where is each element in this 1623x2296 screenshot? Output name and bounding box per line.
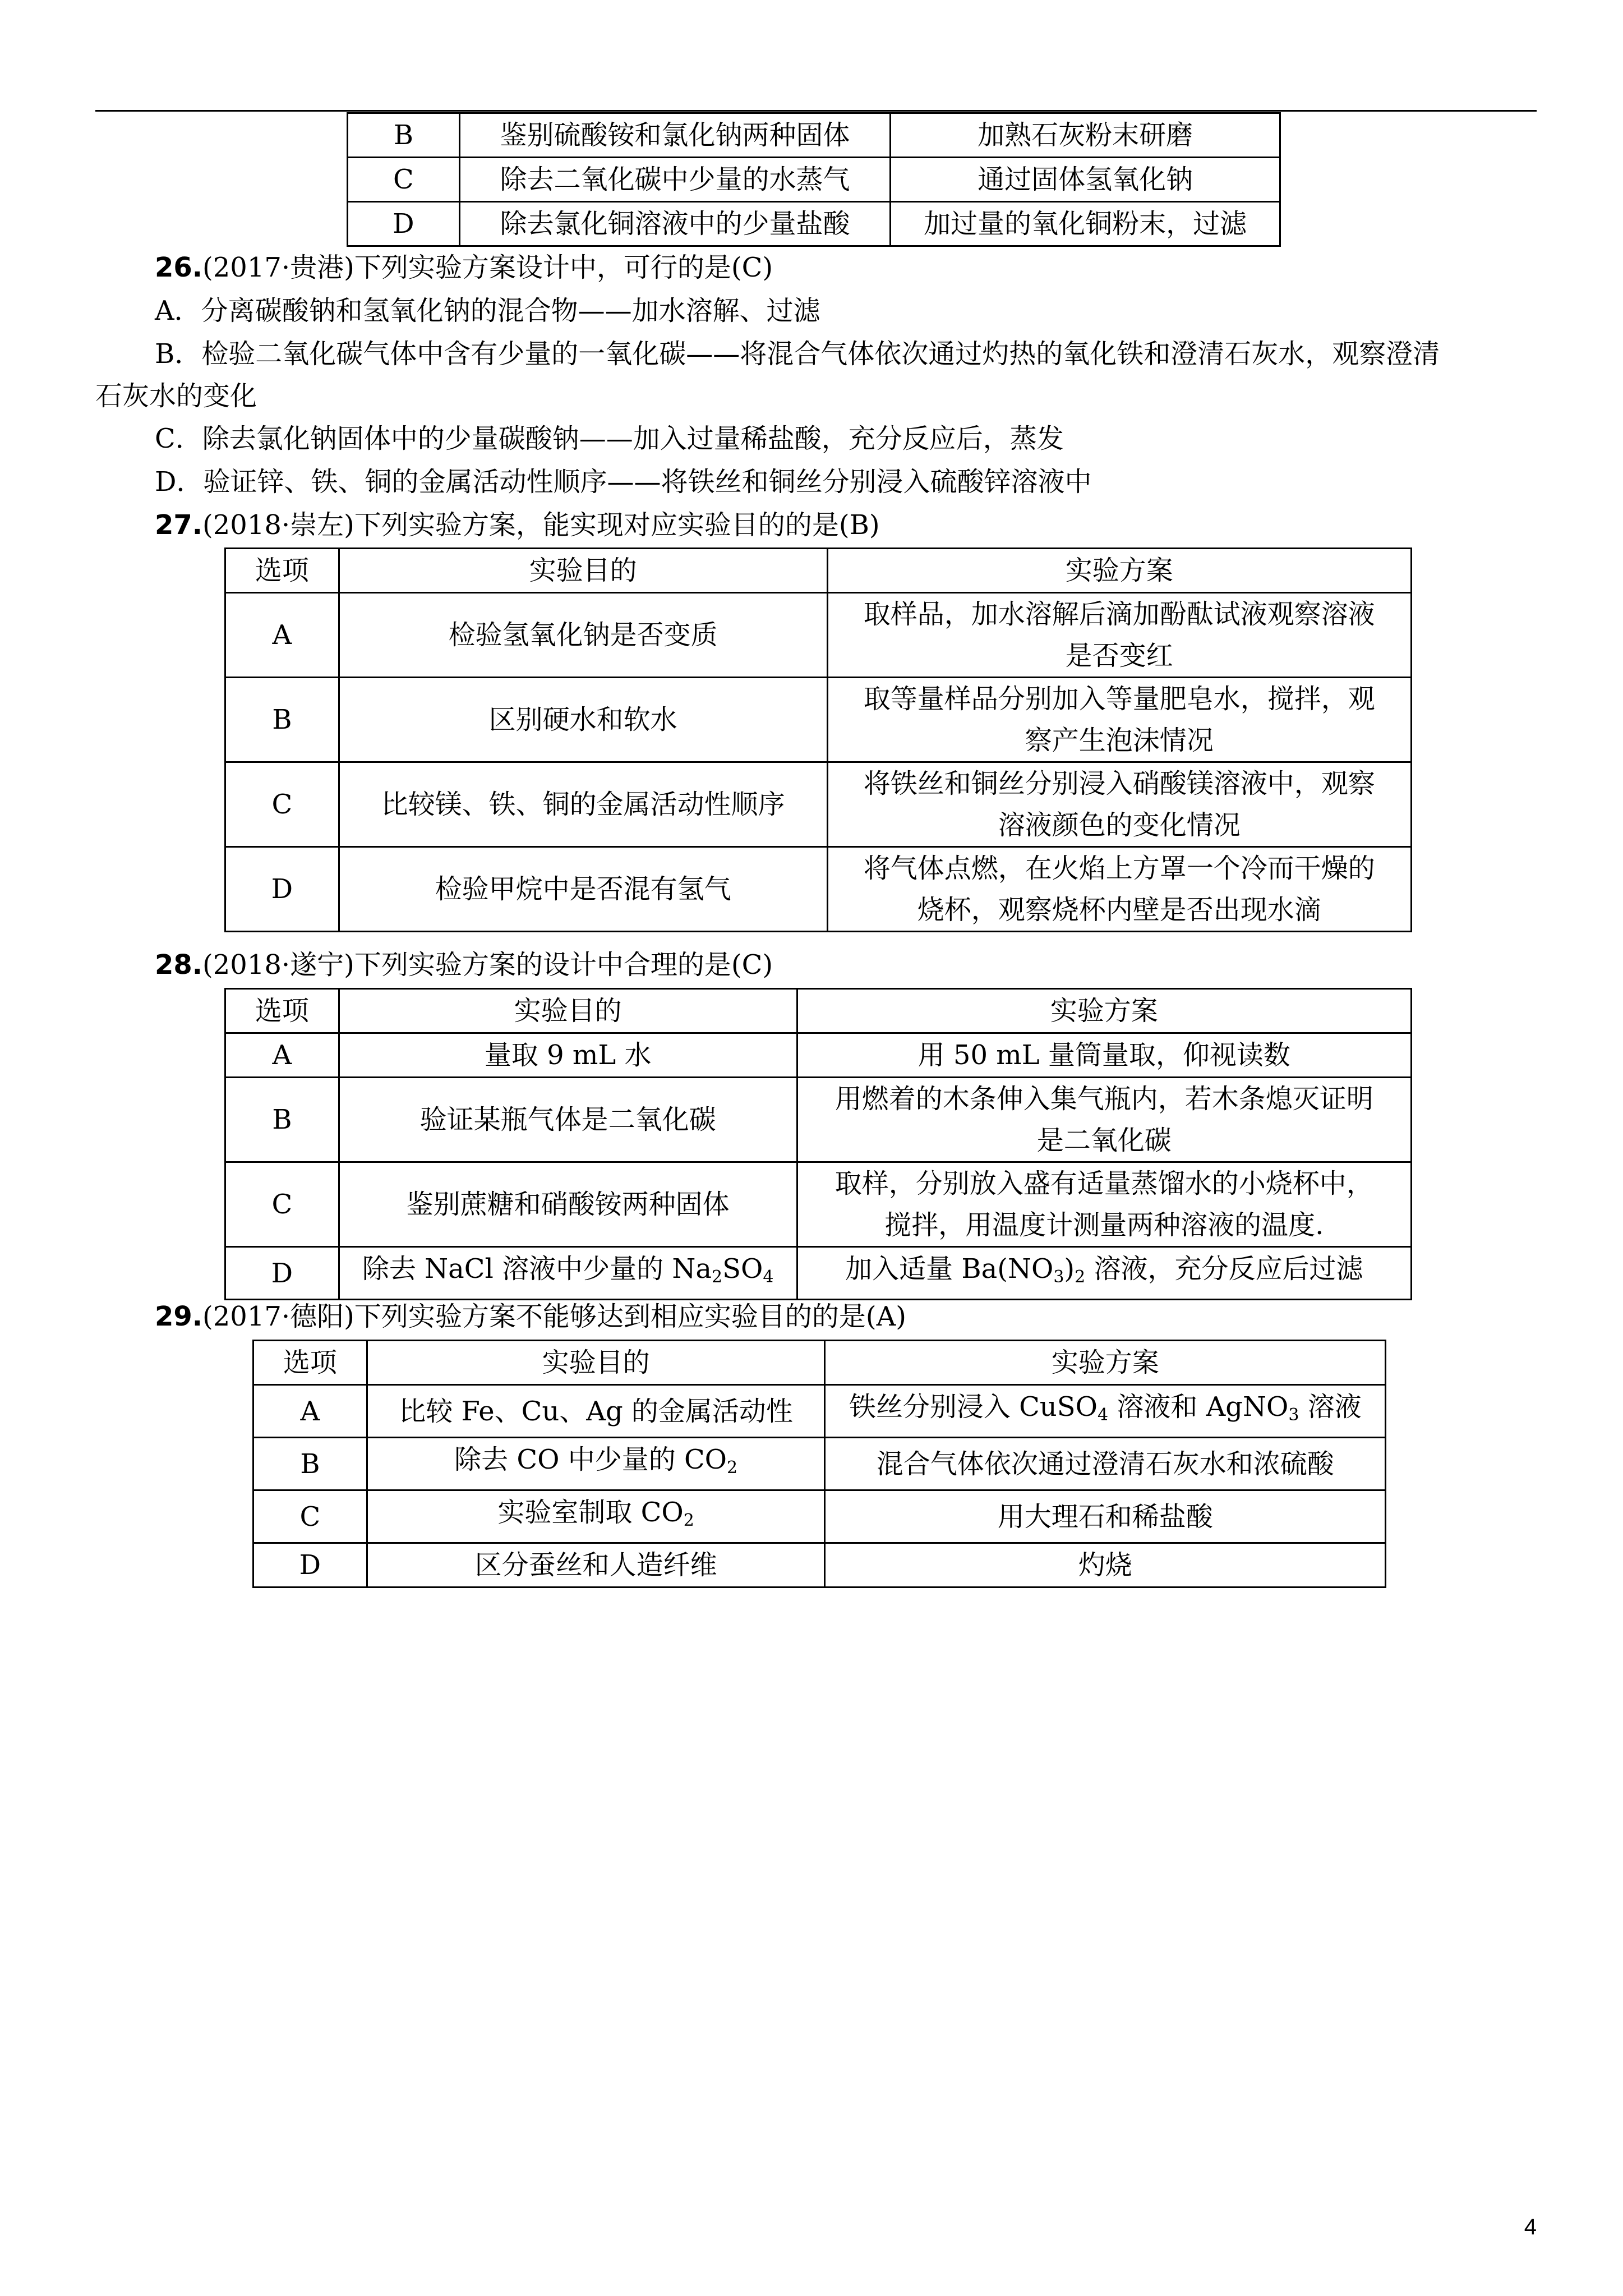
- method-text: 加入适量 Ba(NO: [845, 1253, 1054, 1285]
- option-cell: C: [348, 158, 460, 202]
- goal-cell: 量取 9 mL 水: [339, 1033, 797, 1078]
- option-cell: A: [225, 593, 339, 678]
- option-cell: B: [225, 678, 339, 762]
- option-cell: D: [253, 1543, 367, 1588]
- table-row: [348, 202, 1280, 246]
- header-method: 实验方案: [827, 549, 1411, 593]
- option-b: B．检验二氧化碳气体中含有少量的一氧化碳——将混合气体依次通过灼热的氧化铁和澄清石灰水，观察澄清: [155, 338, 1440, 370]
- method-cell: 灼烧: [825, 1543, 1386, 1588]
- question-number: 28.: [155, 949, 203, 981]
- goal-cell: [367, 1438, 825, 1490]
- method-line-2: 是否变红: [1065, 640, 1173, 671]
- goal-text: 除去 NaCl 溶液中少量的 Na: [362, 1253, 712, 1285]
- table-continued: [347, 112, 1281, 247]
- table-row: [225, 1033, 1412, 1078]
- method-cell: [827, 762, 1411, 847]
- method-text: ): [1064, 1253, 1075, 1285]
- table-row: [348, 113, 1280, 158]
- subscript: 2: [712, 1267, 723, 1287]
- method-line-2: 搅拌，用温度计测量两种溶液的温度.: [884, 1209, 1324, 1241]
- question-number: 27.: [155, 509, 203, 541]
- table-28: [224, 988, 1412, 1300]
- goal-cell: 除去二氧化碳中少量的水蒸气: [459, 158, 891, 202]
- method-cell: 加熟石灰粉末研磨: [891, 113, 1280, 158]
- method-cell: [797, 1247, 1411, 1300]
- method-cell: 混合气体依次通过澄清石灰水和浓硫酸: [825, 1438, 1386, 1490]
- goal-cell: 比较镁、铁、铜的金属活动性顺序: [339, 762, 827, 847]
- method-line-2: 是二氧化碳: [1036, 1125, 1172, 1156]
- table-row: [253, 1490, 1386, 1543]
- table-row: [225, 678, 1412, 762]
- header-goal: 实验目的: [367, 1341, 825, 1385]
- option-cell: D: [348, 202, 460, 246]
- method-line-2: 烧杯，观察烧杯内壁是否出现水滴: [917, 894, 1321, 926]
- table-row: [253, 1543, 1386, 1588]
- goal-cell: 验证某瓶气体是二氧化碳: [339, 1078, 797, 1162]
- question-26: [155, 251, 773, 284]
- goal-cell: [367, 1490, 825, 1543]
- table-row: [225, 1078, 1412, 1162]
- table-row: [225, 847, 1412, 932]
- method-cell: [797, 1162, 1411, 1247]
- header-option: 选项: [253, 1341, 367, 1385]
- goal-cell: 检验甲烷中是否混有氢气: [339, 847, 827, 932]
- option-cell: A: [225, 1033, 339, 1078]
- option-a: A．分离碳酸钠和氢氧化钠的混合物——加水溶解、过滤: [155, 295, 820, 326]
- question-28: [155, 948, 773, 982]
- goal-cell: 区分蚕丝和人造纤维: [367, 1543, 825, 1588]
- option-c: C．除去氯化钠固体中的少量碳酸钠——加入过量稀盐酸，充分反应后，蒸发: [155, 423, 1064, 454]
- question-29: [155, 1300, 906, 1333]
- method-cell: 用 50 mL 量筒量取，仰视读数: [797, 1033, 1411, 1078]
- subscript: 4: [763, 1267, 774, 1287]
- question-stem: (2017·德阳)下列实验方案不能够达到相应实验目的的是(A): [202, 1301, 907, 1332]
- table-row: [348, 158, 1280, 202]
- question-stem: (2018·崇左)下列实验方案，能实现对应实验目的的是(B): [202, 509, 880, 541]
- goal-cell: 区别硬水和软水: [339, 678, 827, 762]
- question-stem: (2017·贵港)下列实验方案设计中，可行的是(C): [202, 252, 773, 283]
- goal-cell: 鉴别硫酸铵和氯化钠两种固体: [459, 113, 891, 158]
- table-27: [224, 547, 1412, 932]
- header-option: 选项: [225, 989, 339, 1033]
- subscript: 2: [1075, 1267, 1086, 1287]
- question-number: 29.: [155, 1301, 203, 1332]
- method-text: 溶液和 AgNO: [1108, 1391, 1289, 1423]
- method-line-2: 溶液颜色的变化情况: [998, 809, 1241, 841]
- goal-cell: 除去氯化铜溶液中的少量盐酸: [459, 202, 891, 246]
- goal-text: 除去 CO 中少量的 CO: [454, 1444, 727, 1475]
- table-row: [253, 1385, 1386, 1438]
- option-cell: C: [225, 762, 339, 847]
- option-cell: B: [253, 1438, 367, 1490]
- question-stem: (2018·遂宁)下列实验方案的设计中合理的是(C): [202, 949, 773, 981]
- table-header-row: [225, 549, 1412, 593]
- method-cell: 用大理石和稀盐酸: [825, 1490, 1386, 1543]
- goal-text: 实验室制取 CO: [497, 1497, 684, 1528]
- option-cell: D: [225, 1247, 339, 1300]
- header-goal: 实验目的: [339, 549, 827, 593]
- subscript: 2: [727, 1458, 738, 1478]
- option-d: D．验证锌、铁、铜的金属活动性顺序——将铁丝和铜丝分别浸入硫酸锌溶液中: [155, 466, 1092, 498]
- method-line-1: 取样品，加水溶解后滴加酚酞试液观察溶液: [863, 599, 1375, 630]
- goal-cell: [339, 1247, 797, 1300]
- option-cell: C: [253, 1490, 367, 1543]
- method-line-1: 用燃着的木条伸入集气瓶内，若木条熄灭证明: [834, 1083, 1373, 1115]
- method-text: 溶液，充分反应后过滤: [1085, 1253, 1363, 1285]
- question-number: 26.: [155, 252, 203, 283]
- method-text: 铁丝分别浸入 CuSO: [849, 1391, 1098, 1423]
- option-cell: D: [225, 847, 339, 932]
- goal-cell: 比较 Fe、Cu、Ag 的金属活动性: [367, 1385, 825, 1438]
- table-row: [225, 762, 1412, 847]
- method-cell: [797, 1078, 1411, 1162]
- method-cell: 加过量的氧化铜粉末，过滤: [891, 202, 1280, 246]
- method-cell: [827, 593, 1411, 678]
- subscript: 4: [1097, 1405, 1109, 1425]
- table-header-row: [253, 1341, 1386, 1385]
- table-row: [225, 1162, 1412, 1247]
- table-row: [225, 1247, 1412, 1300]
- method-cell: [827, 847, 1411, 932]
- method-cell: [827, 678, 1411, 762]
- page-number: 4: [1524, 2215, 1537, 2239]
- table-row: [253, 1438, 1386, 1490]
- method-line-2: 察产生泡沫情况: [1025, 725, 1214, 756]
- option-b-cont: 石灰水的变化: [95, 380, 257, 412]
- goal-cell: 检验氢氧化钠是否变质: [339, 593, 827, 678]
- method-line-1: 将气体点燃，在火焰上方罩一个冷而干燥的: [863, 853, 1375, 884]
- subscript: 3: [1053, 1267, 1064, 1287]
- method-line-1: 取样，分别放入盛有适量蒸馏水的小烧杯中，: [834, 1168, 1373, 1199]
- method-cell: [825, 1385, 1386, 1438]
- table-29: [252, 1340, 1386, 1588]
- question-27: [155, 508, 880, 542]
- method-text: 溶液: [1299, 1391, 1362, 1423]
- method-line-1: 取等量样品分别加入等量肥皂水，搅拌，观: [863, 683, 1375, 715]
- method-cell: 通过固体氢氧化钠: [891, 158, 1280, 202]
- header-rule: [95, 110, 1537, 112]
- header-method: 实验方案: [825, 1341, 1386, 1385]
- header-option: 选项: [225, 549, 339, 593]
- goal-cell: 鉴别蔗糖和硝酸铵两种固体: [339, 1162, 797, 1247]
- option-cell: A: [253, 1385, 367, 1438]
- subscript: 3: [1288, 1405, 1299, 1425]
- header-goal: 实验目的: [339, 989, 797, 1033]
- table-header-row: [225, 989, 1412, 1033]
- option-cell: B: [225, 1078, 339, 1162]
- subscript: 2: [683, 1511, 694, 1530]
- table-row: [225, 593, 1412, 678]
- method-line-1: 将铁丝和铜丝分别浸入硝酸镁溶液中，观察: [863, 768, 1375, 799]
- option-cell: B: [348, 113, 460, 158]
- option-cell: C: [225, 1162, 339, 1247]
- header-method: 实验方案: [797, 989, 1411, 1033]
- goal-text: SO: [722, 1253, 763, 1285]
